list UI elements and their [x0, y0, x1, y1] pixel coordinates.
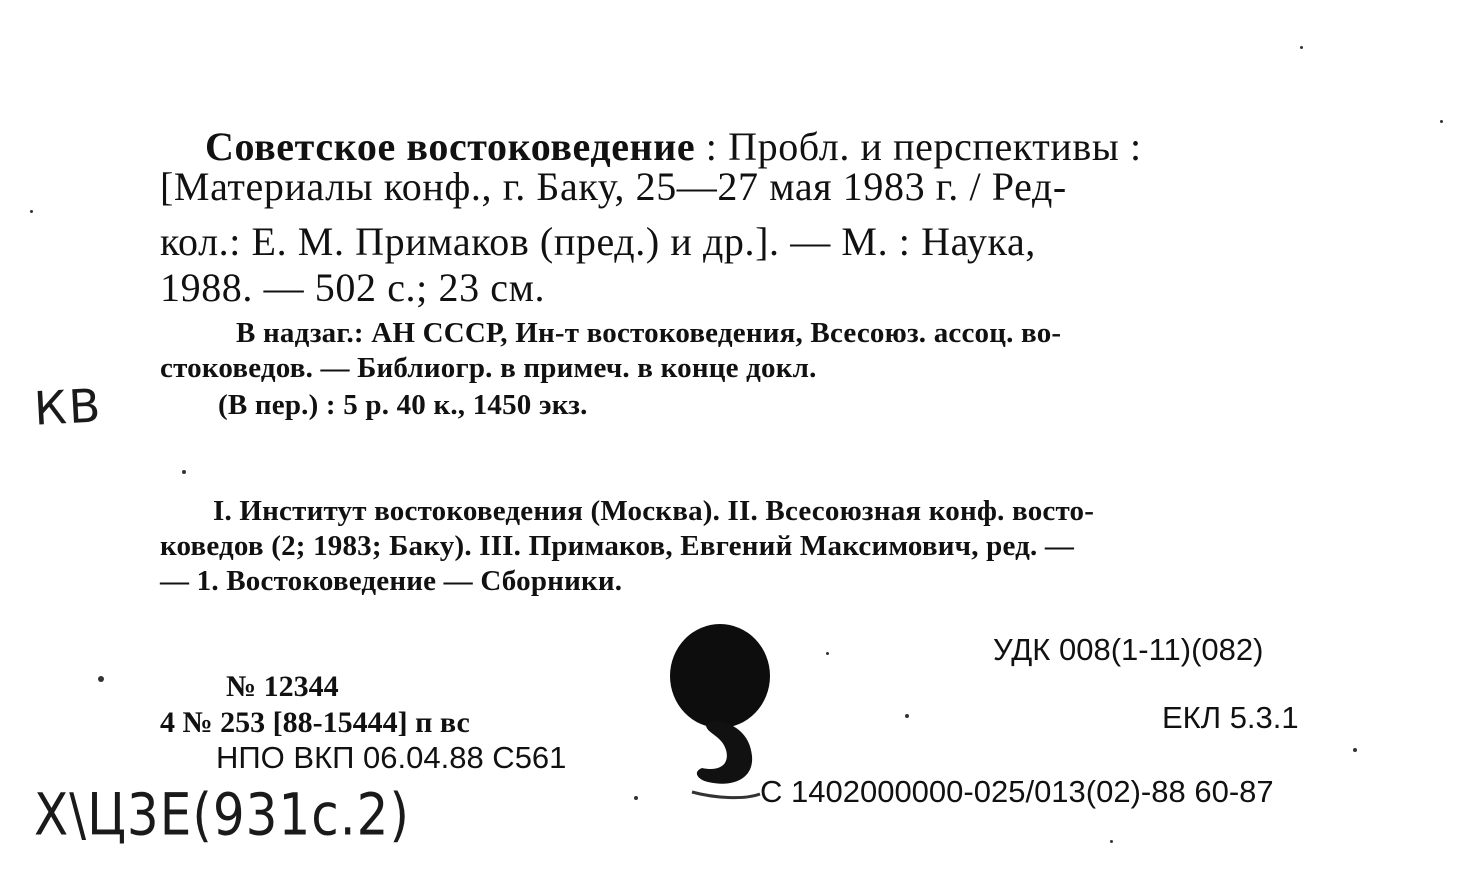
ekl-code: ЕКЛ 5.3.1 — [1162, 700, 1299, 735]
description-line-2: [Материалы конф., г. Баку, 25—27 мая 1983 г. / Ред- — [160, 164, 1067, 209]
scan-speck — [1353, 748, 1357, 752]
subjects-line-3: — 1. Востоковедение — Сборники. — [160, 565, 623, 597]
handwritten-kv: КВ — [32, 378, 104, 436]
scan-speck — [30, 210, 33, 213]
scan-speck — [905, 714, 909, 718]
description-line-3: кол.: Е. М. Примаков (пред.) и др.]. — М. : Наука, — [160, 219, 1036, 264]
scan-speck — [634, 796, 638, 800]
scan-speck — [1440, 120, 1443, 123]
order-code: 4 № 253 [88-15444] п вс — [160, 706, 470, 739]
description-subtitle: : Пробл. и перспективы : — [695, 124, 1142, 169]
scan-speck — [182, 470, 186, 474]
notes-line-1: В надзаг.: АН СССР, Ин-т востоковедения, Всесоюз. ассоц. во- — [236, 317, 1062, 349]
scan-speck — [826, 652, 829, 655]
scan-speck — [1110, 840, 1113, 843]
notes-line-3: (В пер.) : 5 р. 40 к., 1450 экз. — [218, 389, 588, 421]
notes-line-2: стоковедов. — Библиогр. в примеч. в конце докл. — [160, 352, 817, 384]
description-line-1 — [205, 124, 1142, 169]
subjects-line-2: коведов (2; 1983; Баку). III. Примаков, Евгений Максимович, ред. — — [160, 530, 1075, 562]
npo-code: НПО ВКП 06.04.88 С561 — [216, 740, 567, 775]
ink-blot-mark — [664, 622, 784, 802]
subjects-line-1: I. Институт востоковедения (Москва). II. Всесоюзная конф. восто- — [213, 495, 1095, 527]
scan-speck — [98, 676, 104, 682]
scan-speck — [1300, 46, 1303, 49]
classification-code: С 1402000000-025/013(02)-88 60-87 — [760, 774, 1274, 809]
udk-code: УДК 008(1-11)(082) — [993, 632, 1264, 667]
handwritten-shelf-mark: X\Ц3Е(931с.2) — [34, 781, 410, 849]
card-number: № 12344 — [226, 670, 339, 703]
description-line-4: 1988. — 502 с.; 23 см. — [160, 265, 546, 310]
description-title: Советское востоковедение — [205, 124, 696, 169]
